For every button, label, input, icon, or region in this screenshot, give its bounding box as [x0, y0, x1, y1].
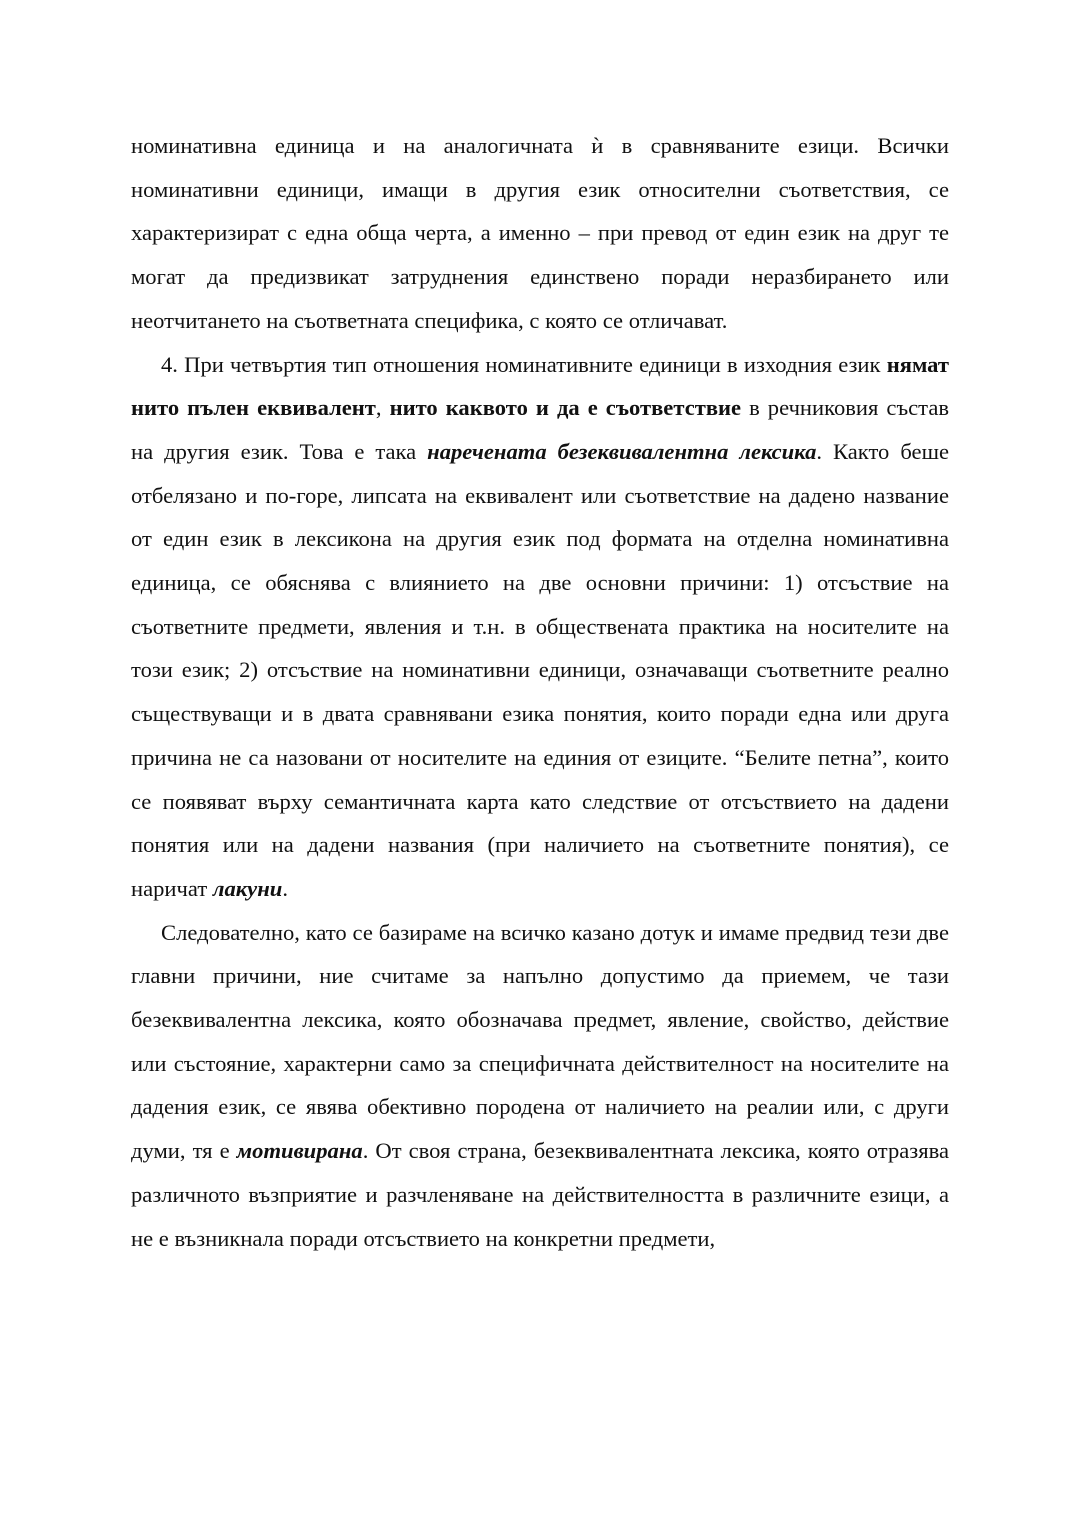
bold-term: нито каквото и да е съответствие	[389, 395, 742, 421]
bold-italic-term: мотивирана	[236, 1138, 363, 1164]
bold-term: нямат нито пълен еквивалент	[131, 351, 949, 421]
paragraph-2	[131, 343, 949, 911]
paragraph-3	[131, 911, 949, 1261]
bold-italic-term: наречената безеквивалентна лексика	[427, 438, 817, 464]
text-run: 4. При четвъртия тип отношения номинативните единици в изходния език	[161, 351, 887, 377]
paragraph-1	[131, 124, 949, 343]
text-run: номинативна единица и на аналогичната ѝ в сравняваните езици. Всички номинативни единици, имащи в другия език относителни съответствия, се характеризират с една обща черта, а именно – при превод от един език на друг те могат да предизвикат затруднения единствено поради неразбирането или неотчитането на съответната специфика, с която се отличават.	[131, 133, 949, 333]
text-run: ,	[375, 395, 390, 421]
text-run: в речниковия състав на другия език. Това е така	[131, 395, 950, 464]
text-run: Следователно, като се базираме на всичко казано дотук и имаме предвид тези две главни причини, ние считаме за напълно допустимо да приемем, че тази безеквивалентна лексика, която обозначава предмет, явление, свойство, действие или състояние, характерни само за специфичната действителност на носителите на дадения език, се явява обективно породена от наличието на реалии или, с други думи, тя е	[131, 919, 949, 1164]
document-page	[131, 124, 949, 1260]
text-run: . Както беше отбелязано и по-горе, липсата на еквивалент или съответствие на дадено название от един език в лексикона на другия език под формата на отделна номинативна единица, се обяснява с влиянието на две основни причини: 1) отсъствие на съответните предмети, явления и т.н. в обществената практика на носителите на този език; 2) отсъствие на номинативни единици, означаващи съответните реално съществуващи и в двата сравнявани езика понятия, които поради една или друга причина не са назовани от носителите на единия от езиците. “Белите петна”, които се появяват върху семантичната карта като следствие от отсъствието на дадени понятия или на дадени названия (при наличието на съответните понятия), се наричат	[131, 438, 949, 901]
text-run: .	[282, 875, 288, 901]
text-run: . От своя страна, безеквивалентната лексика, която отразява различното възприятие и разчленяване на действителността в различните езици, а не е възникнала поради отсъствието на конкретни предмети,	[131, 1138, 949, 1251]
bold-italic-term: лакуни	[212, 875, 283, 901]
